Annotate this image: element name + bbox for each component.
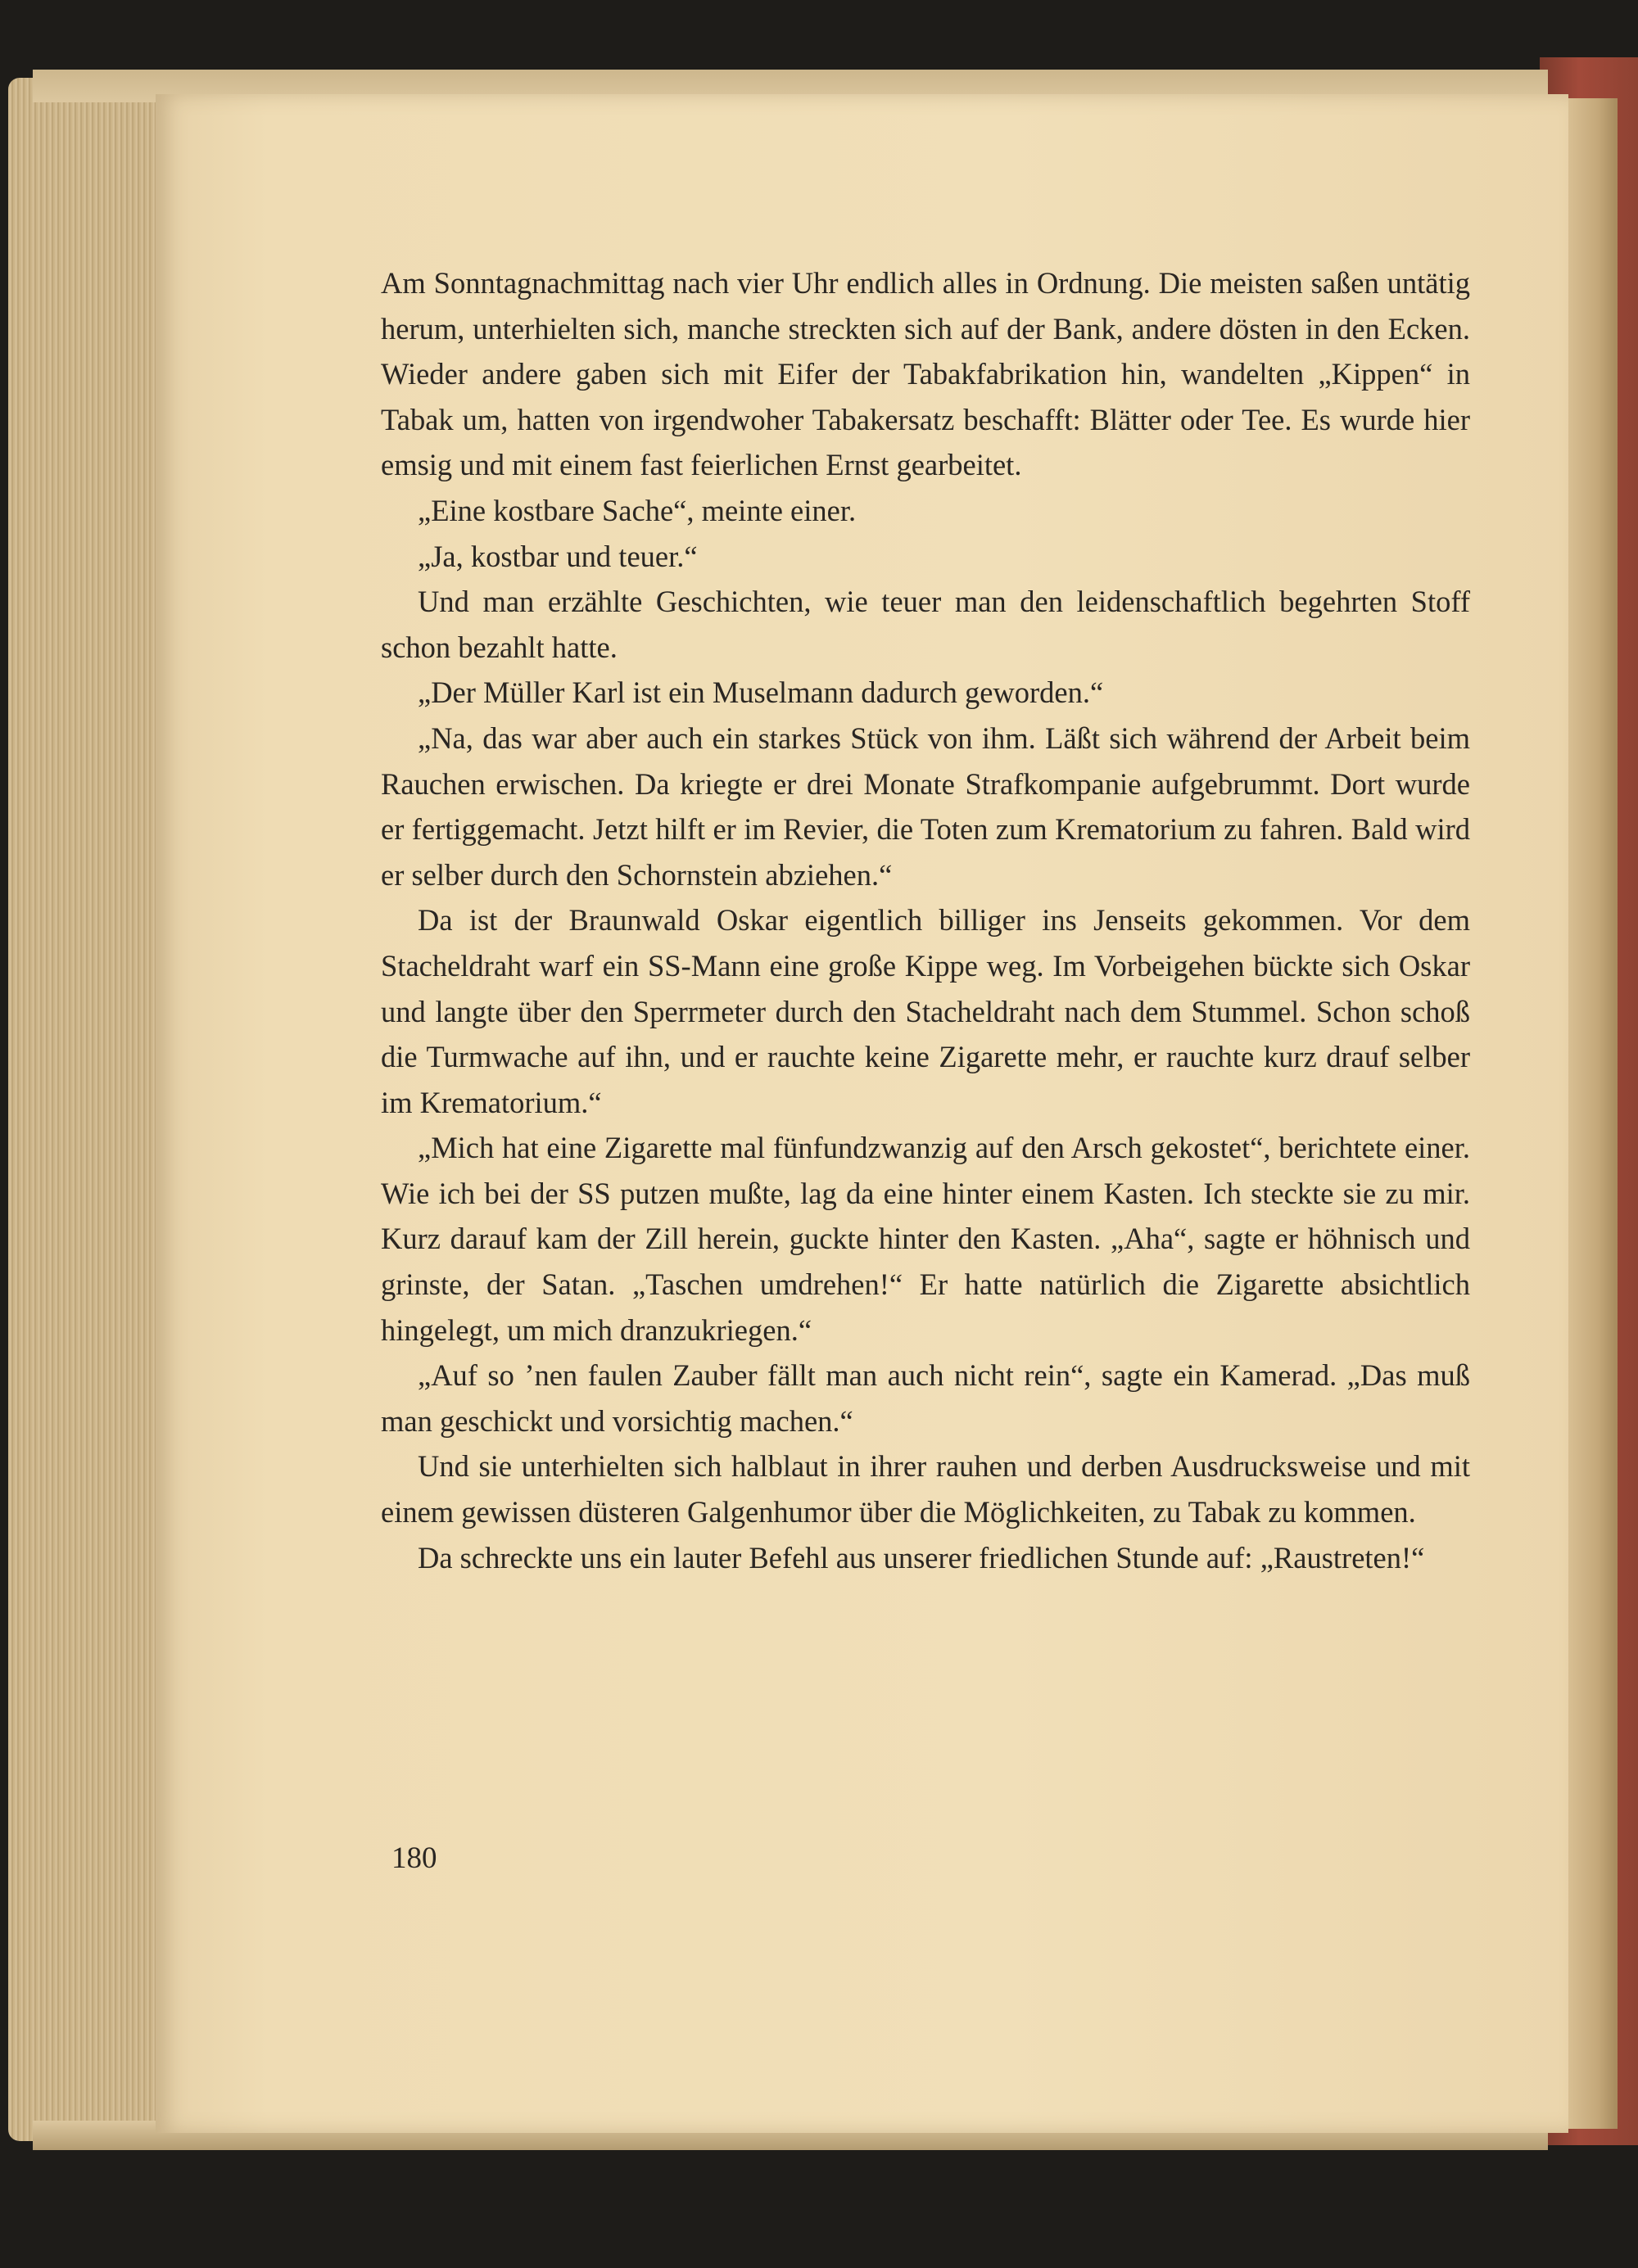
page-number: 180 (391, 1841, 437, 1875)
facing-page-edge (1568, 98, 1618, 2129)
paragraph: Da schreckte uns ein lauter Befehl aus unserer friedlichen Stunde auf: „Raustreten!“ (418, 1540, 1425, 1574)
paragraph: „Ja, kostbar und teuer.“ (418, 539, 698, 573)
paragraph: „Eine kostbare Sache“, meinte einer. (418, 493, 857, 527)
paragraph: „Mich hat eine Zigarette mal fünfundzwanzig auf den Arsch gekostet“, berichtete einer. Wie ich bei der SS putzen mußte, lag da eine hinter einem Kasten. Ich steckte sie zu mir. Kurz darauf kam der Zill herein, guckte hinter den Kasten. „Aha“, sagte er höhnisch und grinste, der Satan. „Taschen umdrehen!“ Er hatte natürlich die Zigarette absichtlich hingelegt, um mich dranzukriegen.“ (381, 1131, 1470, 1347)
paragraph: Und man erzählte Geschichten, wie teuer man den leidenschaftlich begehrten Stoff schon bezahlt hatte. (381, 585, 1470, 664)
page-stack-left (8, 78, 164, 2141)
paragraph: Da ist der Braunwald Oskar eigentlich billiger ins Jenseits gekommen. Vor dem Stacheldraht warf ein SS-Mann eine große Kippe weg. Im Vorbeigehen bückte sich Oskar und langte über den Sperrmeter durch den Stacheldraht nach dem Stummel. Schon schoß die Turmwache auf ihn, und er rauchte keine Zigarette mehr, er rauchte kurz drauf selber im Krematorium.“ (381, 903, 1470, 1119)
page-text (381, 260, 1470, 1580)
paragraph: „Auf so ’nen faulen Zauber fällt man auch nicht rein“, sagte ein Kamerad. „Das muß man geschickt und vorsichtig machen.“ (381, 1358, 1470, 1438)
paragraph: Und sie unterhielten sich halblaut in ihrer rauhen und derben Ausdrucksweise und mit einem gewissen düsteren Galgenhumor über die Möglichkeiten, zu Tabak zu kommen. (381, 1449, 1470, 1529)
paragraph: Am Sonntagnachmittag nach vier Uhr endlich alles in Ordnung. Die meisten saßen untätig herum, unterhielten sich, manche streckten sich auf der Bank, andere dösten in den Ecken. Wieder andere gaben sich mit Eifer der Tabakfabrikation hin, wandelten „Kippen“ in Tabak um, hatten von irgendwoher Tabakersatz beschafft: Blätter oder Tee. Es wurde hier emsig und mit einem fast feierlichen Ernst gearbeitet. (381, 266, 1470, 482)
paragraph: „Na, das war aber auch ein starkes Stück von ihm. Läßt sich während der Arbeit beim Rauchen erwischen. Da kriegte er drei Monate Strafkompanie aufgebrummt. Dort wurde er fertiggemacht. Jetzt hilft er im Revier, die Toten zum Krematorium zu fahren. Bald wird er selber durch den Schornstein abziehen.“ (381, 721, 1470, 892)
paragraph: „Der Müller Karl ist ein Muselmann dadurch geworden.“ (418, 675, 1104, 710)
